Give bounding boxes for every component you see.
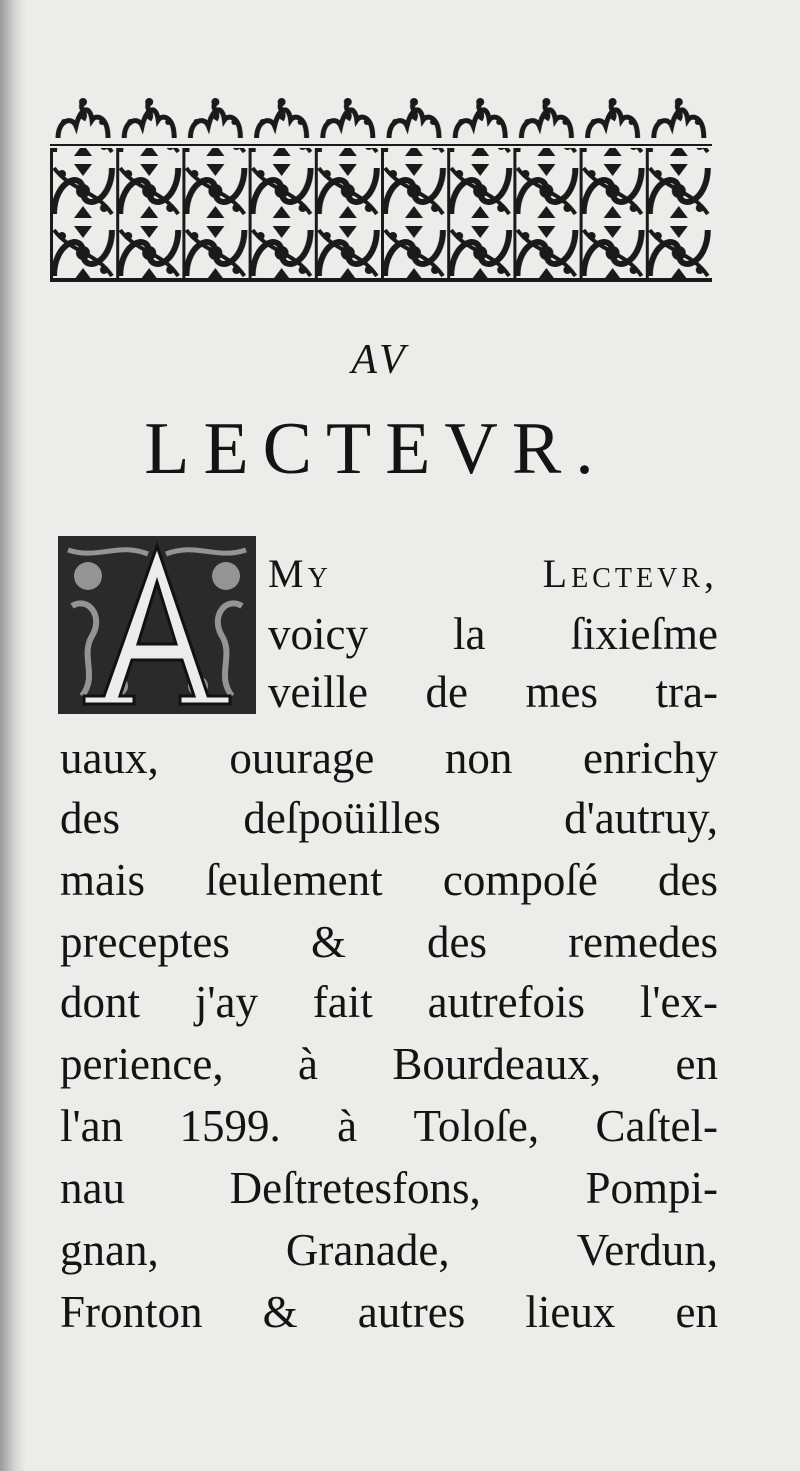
- word: autres: [357, 1287, 466, 1337]
- word: My: [268, 551, 332, 596]
- word: des: [427, 917, 488, 967]
- word: l'an: [60, 1101, 124, 1151]
- headpiece-ornament-icon: [50, 98, 712, 284]
- text-line: [268, 667, 718, 717]
- page-gutter-shadow: [0, 0, 26, 1471]
- word: Bourdeaux,: [392, 1039, 602, 1089]
- heading-au: AV: [351, 337, 409, 383]
- text-line: [60, 1163, 718, 1213]
- word: deſpoüilles: [243, 793, 441, 843]
- word: dont: [60, 977, 141, 1027]
- word: preceptes: [60, 917, 230, 967]
- word: la: [453, 609, 486, 659]
- word: Deſtretesfons,: [229, 1163, 481, 1213]
- word: en: [675, 1287, 718, 1337]
- word: veille: [268, 667, 368, 717]
- word: autrefois: [427, 977, 586, 1027]
- word: perience,: [60, 1039, 224, 1089]
- text-line: [60, 1039, 718, 1089]
- text-line: [60, 793, 718, 843]
- text-line-first: [268, 551, 718, 596]
- word: d'autruy,: [564, 793, 718, 843]
- word: en: [675, 1039, 718, 1089]
- word: Pompi-: [585, 1163, 718, 1213]
- word: Verdun,: [576, 1225, 718, 1275]
- word: j'ay: [194, 977, 258, 1027]
- word: remedes: [568, 917, 718, 967]
- word: de: [425, 667, 468, 717]
- text-line: [268, 609, 718, 659]
- word: ſixieſme: [570, 609, 718, 659]
- word: à: [337, 1101, 358, 1151]
- word: tra-: [655, 667, 718, 717]
- word: l'ex-: [639, 977, 718, 1027]
- word: &: [310, 917, 346, 967]
- word: à: [298, 1039, 319, 1089]
- word: Fronton: [60, 1287, 203, 1337]
- word: des: [658, 855, 718, 905]
- word: nau: [60, 1163, 125, 1213]
- decorated-initial-a-icon: [58, 536, 256, 714]
- word: Granade,: [285, 1225, 450, 1275]
- word: lieux: [525, 1287, 616, 1337]
- word: Toloſe,: [413, 1101, 540, 1151]
- decorated-initial: [58, 536, 256, 714]
- text-line: [60, 1101, 718, 1151]
- word: mais: [60, 855, 145, 905]
- text-line: [60, 917, 718, 967]
- word: Lectevr,: [542, 551, 718, 596]
- word: gnan,: [60, 1225, 159, 1275]
- word: mes: [525, 667, 599, 717]
- ornamental-headpiece: [50, 98, 712, 284]
- word: ſeulement: [205, 855, 383, 905]
- word: 1599.: [179, 1101, 281, 1151]
- text-line: [60, 733, 718, 783]
- text-line: [60, 1287, 718, 1337]
- word: voicy: [268, 609, 368, 659]
- text-line: [60, 977, 718, 1027]
- word: compoſé: [442, 855, 598, 905]
- text-line: [60, 855, 718, 905]
- word: uaux,: [60, 733, 159, 783]
- word: non: [444, 733, 513, 783]
- word: ouurage: [229, 733, 375, 783]
- word: des: [60, 793, 120, 843]
- word: fait: [312, 977, 373, 1027]
- heading-lecteur: LECTEVR.: [144, 408, 608, 490]
- word: enrichy: [583, 733, 718, 783]
- text-line: [60, 1225, 718, 1275]
- word: &: [262, 1287, 298, 1337]
- word: Caſtel-: [595, 1101, 718, 1151]
